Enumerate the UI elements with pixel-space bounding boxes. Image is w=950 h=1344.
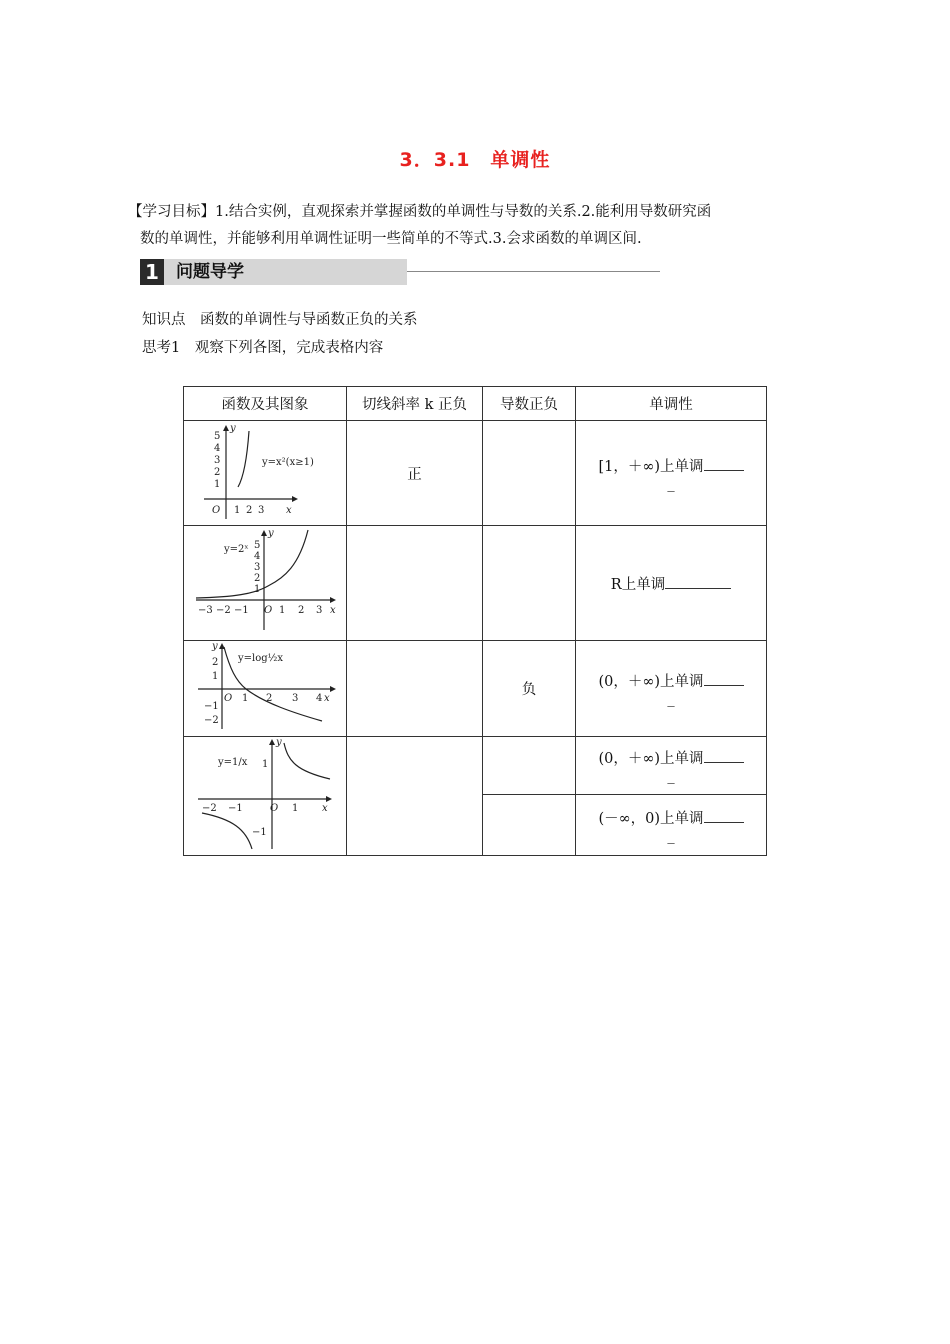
x-axis-label: x <box>322 803 328 814</box>
tick-x-1: 1 <box>234 505 241 516</box>
function-label: y=2ˣ <box>224 544 249 555</box>
x-arrow <box>330 597 336 603</box>
objectives-label: 【学习目标】 <box>128 204 215 220</box>
derivative-cell-4a <box>483 737 576 795</box>
x-arrow <box>292 496 298 502</box>
graph-cell-reciprocal <box>184 737 347 856</box>
x-arrow <box>326 796 332 802</box>
slope-cell-4 <box>347 737 483 856</box>
tick-y-5: 5 <box>254 540 261 551</box>
graph-exp <box>184 526 345 640</box>
blank-dash: _ <box>667 827 675 844</box>
page-title: 3．3.1 单调性 <box>399 149 551 171</box>
y-axis-label: y <box>276 737 282 748</box>
derivative-cell-2 <box>483 526 576 641</box>
answer-blank[interactable] <box>704 456 744 471</box>
curve-exp <box>196 530 308 598</box>
function-label: y=x²(x≥1) <box>262 457 314 468</box>
graph-cell-exp <box>184 526 347 641</box>
answer-blank[interactable] <box>704 748 744 763</box>
answer-blank[interactable] <box>704 671 744 686</box>
monotonicity-text: [1，＋∞)上单调 <box>598 458 704 475</box>
tick-y-1: 1 <box>212 671 219 682</box>
tick-y-neg1: −1 <box>252 827 267 838</box>
graph-square <box>184 421 345 525</box>
tick-x-neg1: −1 <box>228 803 243 814</box>
function-label: y=log½x <box>238 653 283 664</box>
slope-cell-3 <box>347 641 483 737</box>
table-row <box>184 526 767 641</box>
think-prompt: 思考1 观察下列各图，完成表格内容 <box>142 340 384 356</box>
tick-y-1: 1 <box>262 759 269 770</box>
section-rule <box>407 271 660 272</box>
derivative-cell-3: 负 <box>483 641 576 737</box>
monotonicity-cell-4a <box>576 737 767 795</box>
monotonicity-cell-3 <box>576 641 767 737</box>
tick-x-2: 2 <box>298 605 305 616</box>
x-axis-label: x <box>324 693 330 704</box>
table-header-row <box>184 387 767 421</box>
tick-y-4: 4 <box>214 443 221 454</box>
tick-x-1: 1 <box>292 803 299 814</box>
answer-blank[interactable] <box>704 808 744 823</box>
table-row <box>184 421 767 526</box>
monotonicity-text: (0，＋∞)上单调 <box>598 751 704 767</box>
tick-y-2: 2 <box>214 467 221 478</box>
section-header <box>140 259 520 285</box>
table-row <box>184 737 767 795</box>
monotonicity-cell-4b <box>576 795 767 856</box>
tick-y-1: 1 <box>254 584 261 595</box>
tick-y-neg2: −2 <box>204 715 219 726</box>
monotonicity-cell-2 <box>576 526 767 641</box>
tick-y-5: 5 <box>214 431 221 442</box>
table-row <box>184 641 767 737</box>
tick-x-neg3: −3 <box>198 605 213 616</box>
tick-x-3: 3 <box>258 505 265 516</box>
tick-y-2: 2 <box>212 657 219 668</box>
tick-x-3: 3 <box>316 605 323 616</box>
slope-cell-1: 正 <box>347 421 483 526</box>
y-arrow <box>223 425 229 431</box>
tick-y-neg1: −1 <box>204 701 219 712</box>
y-axis-label: y <box>230 423 236 434</box>
knowledge-point: 知识点 函数的单调性与导函数正负的关系 <box>142 312 418 328</box>
derivative-cell-4b <box>483 795 576 856</box>
blank-dash: _ <box>667 691 675 707</box>
origin-label: O <box>270 803 279 814</box>
origin-label: O <box>224 693 233 704</box>
learning-objectives <box>128 199 828 253</box>
tick-x-neg2: −2 <box>202 803 217 814</box>
header-derivative: 导数正负 <box>483 387 576 421</box>
header-function: 函数及其图象 <box>184 387 347 421</box>
origin-label: O <box>264 605 273 616</box>
slope-cell-2 <box>347 526 483 641</box>
tick-y-4: 4 <box>254 551 261 562</box>
monotonicity-text: (0，＋∞)上单调 <box>598 674 704 690</box>
y-axis-label: y <box>268 528 274 539</box>
y-axis-label: y <box>212 641 218 652</box>
blank-dash: _ <box>667 475 675 492</box>
monotonicity-table <box>183 386 767 856</box>
monotonicity-cell-1 <box>576 421 767 526</box>
origin-label: O <box>212 505 221 516</box>
derivative-cell-1 <box>483 421 576 526</box>
curve-reciprocal-pos <box>284 743 330 779</box>
graph-reciprocal <box>184 737 345 855</box>
x-axis-label: x <box>330 605 336 616</box>
tick-x-1: 1 <box>242 693 249 704</box>
monotonicity-text: (－∞，0)上单调 <box>598 810 704 827</box>
tick-y-1: 1 <box>214 479 221 490</box>
graph-cell-square <box>184 421 347 526</box>
graph-log <box>184 641 345 736</box>
function-label: y=1/x <box>218 757 248 768</box>
tick-x-2: 2 <box>266 693 273 704</box>
y-arrow <box>269 739 275 745</box>
blank-dash: _ <box>667 768 675 784</box>
section-number: 1 <box>140 259 164 285</box>
tick-y-3: 3 <box>254 562 261 573</box>
curve-square <box>238 431 249 487</box>
tick-x-1: 1 <box>279 605 286 616</box>
tick-x-2: 2 <box>246 505 253 516</box>
tick-x-neg1: −1 <box>234 605 249 616</box>
tick-x-neg2: −2 <box>216 605 231 616</box>
header-slope: 切线斜率 k 正负 <box>347 387 483 421</box>
tick-y-2: 2 <box>254 573 261 584</box>
x-arrow <box>330 686 336 692</box>
graph-cell-log <box>184 641 347 737</box>
tick-x-3: 3 <box>292 693 299 704</box>
curve-reciprocal-neg <box>202 813 252 849</box>
objectives-line2: 数的单调性，并能够利用单调性证明一些简单的不等式.3.会求函数的单调区间. <box>140 231 642 247</box>
x-axis-label: x <box>286 505 292 516</box>
objectives-line1: 1.结合实例，直观探索并掌握函数的单调性与导数的关系.2.能利用导数研究函 <box>215 204 712 220</box>
monotonicity-text: R上单调 <box>610 576 666 593</box>
tick-y-3: 3 <box>214 455 221 466</box>
tick-x-4: 4 <box>316 693 323 704</box>
answer-blank[interactable] <box>665 574 731 589</box>
section-title: 问题导学 <box>176 262 244 282</box>
header-monotonicity: 单调性 <box>576 387 767 421</box>
y-arrow <box>261 530 267 536</box>
